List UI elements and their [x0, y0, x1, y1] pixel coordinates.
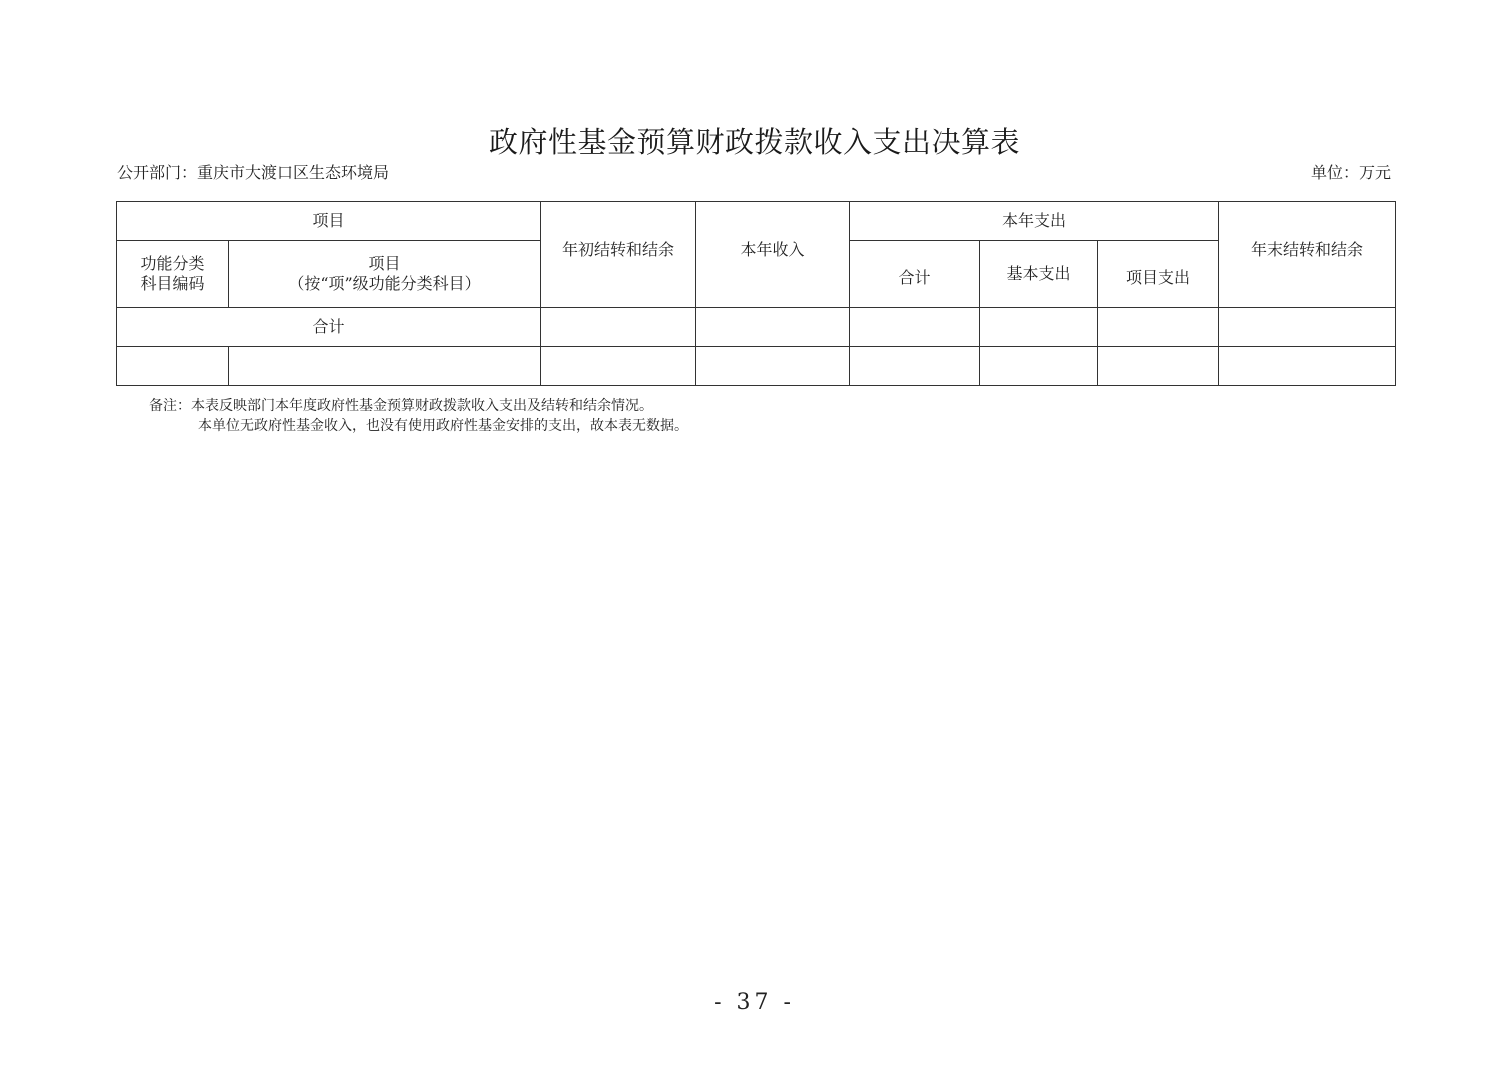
code-header: 功能分类 科目编码: [117, 241, 229, 308]
item-header-cell: 项目: [117, 202, 541, 241]
data-opening-balance-cell: [541, 347, 696, 386]
data-exp-basic-cell: [980, 347, 1098, 386]
note-line-1: 备注：本表反映部门本年度政府性基金预算财政拨款收入支出及结转和结余情况。: [149, 398, 653, 414]
page-number: - 37 -: [714, 990, 795, 1015]
exp-project-header: 项目支出: [1098, 241, 1219, 308]
total-opening-balance: [541, 308, 696, 347]
total-exp-project: [1098, 308, 1219, 347]
data-exp-project-cell: [1098, 347, 1219, 386]
unit-label: 单位：万元: [1310, 163, 1391, 182]
expenditure-header: 本年支出: [850, 202, 1219, 241]
notes: [149, 396, 688, 436]
data-subject-cell: [229, 347, 541, 386]
exp-total-header: 合计: [850, 241, 980, 308]
subject-header: 项目 （按“项”级功能分类科目）: [229, 241, 541, 308]
total-exp-basic: [980, 308, 1098, 347]
table-row: [117, 347, 1396, 386]
opening-balance-header: 年初结转和结余: [541, 202, 696, 308]
data-exp-total-cell: [850, 347, 980, 386]
page-title: 政府性基金预算财政拨款收入支出决算表: [488, 125, 1020, 159]
closing-balance-header: 年末结转和结余: [1219, 202, 1396, 308]
data-income-cell: [696, 347, 850, 386]
total-label-cell: 合计: [117, 308, 541, 347]
total-income: [696, 308, 850, 347]
table-header-row-1: [117, 202, 1396, 241]
total-closing-balance: [1219, 308, 1396, 347]
department-label: 公开部门：重庆市大渡口区生态环境局: [117, 163, 390, 182]
income-header: 本年收入: [696, 202, 850, 308]
data-code-cell: [117, 347, 229, 386]
total-exp-total: [850, 308, 980, 347]
note-line-2: 本单位无政府性基金收入，也没有使用政府性基金安排的支出，故本表无数据。: [198, 418, 688, 434]
total-row: [117, 308, 1396, 347]
data-closing-balance-cell: [1219, 347, 1396, 386]
budget-table: [116, 201, 1396, 386]
exp-basic-header: 基本支出: [980, 241, 1098, 308]
